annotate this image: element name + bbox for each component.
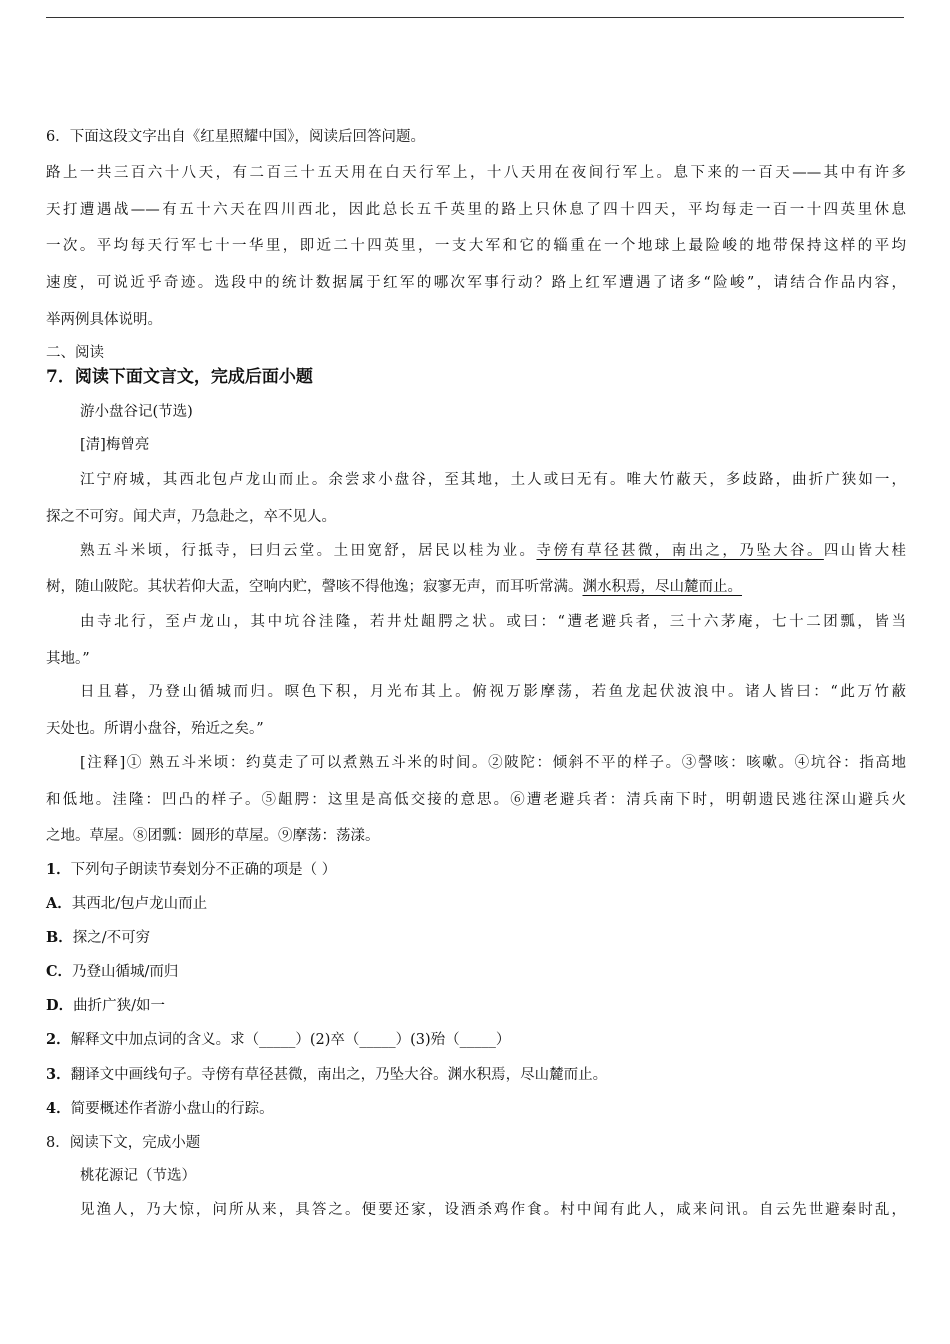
passage-line: 天处也。所谓小盘谷，殆近之矣。”	[46, 721, 264, 737]
question-7-title: 7．阅读下面文言文，完成后面小题	[46, 367, 313, 387]
option-label: B．	[46, 929, 73, 946]
header-rule	[46, 17, 904, 18]
passage-author: [清]梅曾亮	[80, 437, 150, 453]
question-6-text-line: 举两例具体说明。	[46, 312, 162, 328]
subquestion-1	[46, 860, 336, 880]
option-text: 乃登山循城/而归	[72, 964, 179, 980]
subquestion-text: 下列句子朗读节奏划分不正确的项是（ ）	[70, 862, 337, 878]
option-text: 探之/不可穷	[72, 930, 151, 946]
passage-line: 日且暮，乃登山循城而归。暝色下积，月光布其上。俯视万影摩荡，若鱼龙起伏波浪中。诸人皆曰：“此万竹蔽	[80, 684, 906, 700]
option-d[interactable]	[46, 996, 165, 1016]
question-8-title: 8．阅读下文，完成小题	[46, 1135, 201, 1151]
passage-text: 熟五斗米顷，行抵寺，曰归云堂。土田宽舒，居民以桂为业。	[80, 543, 537, 559]
option-a[interactable]	[46, 894, 207, 914]
option-c[interactable]	[46, 962, 178, 982]
passage-text: 四山皆大桂	[823, 543, 906, 559]
notes-line: 之地。草屋。⑧团瓢：圆形的草屋。⑨摩荡：荡漾。	[46, 828, 380, 844]
question-6-text-line: 一次。平均每天行军七十一华里，即近二十四英里，一支大军和它的辎重在一个地球上最险峻的地带保持这样的平均	[46, 238, 906, 254]
passage-line: 见渔人，乃大惊，问所从来，具答之。便要还家，设酒杀鸡作食。村中闻有此人，咸来问讯。自云先世避秦时乱，	[80, 1202, 906, 1218]
passage-title: 桃花源记（节选）	[80, 1168, 196, 1184]
option-text: 其西北/包卢龙山而止	[71, 896, 208, 912]
question-6-text-line: 路上一共三百六十八天，有二百三十五天用在白天行军上，十八天用在夜间行军上。息下来的一百天——其中有许多	[46, 165, 906, 181]
subquestion-2	[46, 1030, 510, 1050]
question-6-text-line: 速度，可说近乎奇迹。选段中的统计数据属于红军的哪次军事行动？路上红军遭遇了诸多“险峻”，请结合作品内容，	[46, 275, 906, 291]
subquestion-3	[46, 1065, 607, 1085]
passage-line	[46, 577, 742, 597]
passage-line: 由寺北行，至卢龙山，其中坑谷洼隆，若井灶龃腭之状。或曰：“遭老避兵者，三十六茅庵，七十二团瓢，皆当	[80, 614, 906, 630]
option-b[interactable]	[46, 928, 150, 948]
passage-line	[80, 541, 906, 561]
underlined-sentence: 渊水积焉，尽山麓而止。	[582, 579, 742, 595]
underlined-sentence: 寺傍有草径甚微，南出之，乃坠大谷。	[536, 543, 824, 559]
subquestion-text: 简要概述作者游小盘山的行踪。	[70, 1101, 274, 1117]
passage-line: 其地。”	[46, 651, 90, 667]
subquestion-4	[46, 1099, 274, 1119]
subquestion-text: 解释文中加点词的含义。求（_____）(2)卒（_____）(3)殆（_____）	[70, 1032, 511, 1048]
subquestion-number: 4．	[46, 1100, 71, 1117]
passage-line: 探之不可穷。闻犬声，乃急赴之，卒不见人。	[46, 509, 336, 525]
notes-line: 和低地。洼隆：凹凸的样子。⑤龃腭：这里是高低交接的意思。⑥遭老避兵者：清兵南下时，明朝遗民逃往深山避兵火	[46, 792, 906, 808]
passage-title: 游小盘谷记(节选)	[80, 404, 193, 420]
subquestion-number: 3．	[46, 1066, 71, 1083]
passage-line: 江宁府城，其西北包卢龙山而止。余尝求小盘谷，至其地，土人或曰无有。唯大竹蔽天，多歧路，曲折广狭如一，	[80, 472, 906, 488]
option-label: C．	[46, 963, 73, 980]
subquestion-text: 翻译文中画线句子。寺傍有草径甚微，南出之，乃坠大谷。渊水积焉，尽山麓而止。	[70, 1067, 608, 1083]
option-text: 曲折广狭/如一	[73, 998, 165, 1014]
option-label: D．	[46, 997, 74, 1014]
subquestion-number: 2．	[46, 1031, 71, 1048]
notes-line: [注释]① 熟五斗米顷：约莫走了可以煮熟五斗米的时间。②陂陀：倾斜不平的样子。③謦咳：咳嗽。④坑谷：指高地	[80, 755, 906, 771]
question-6-title: 6．下面这段文字出自《红星照耀中国》，阅读后回答问题。	[46, 129, 425, 145]
passage-text: 树，随山陂陀。其状若仰大盂，空响内贮，謦咳不得他逸；寂寥无声，而耳听常满。	[46, 579, 583, 595]
option-label: A．	[46, 895, 72, 912]
question-6-text-line: 天打遭遇战——有五十六天在四川西北，因此总长五千英里的路上只休息了四十四天，平均每走一百一十四英里休息	[46, 202, 906, 218]
subquestion-number: 1．	[46, 861, 71, 878]
section-heading: 二、阅读	[46, 345, 104, 361]
